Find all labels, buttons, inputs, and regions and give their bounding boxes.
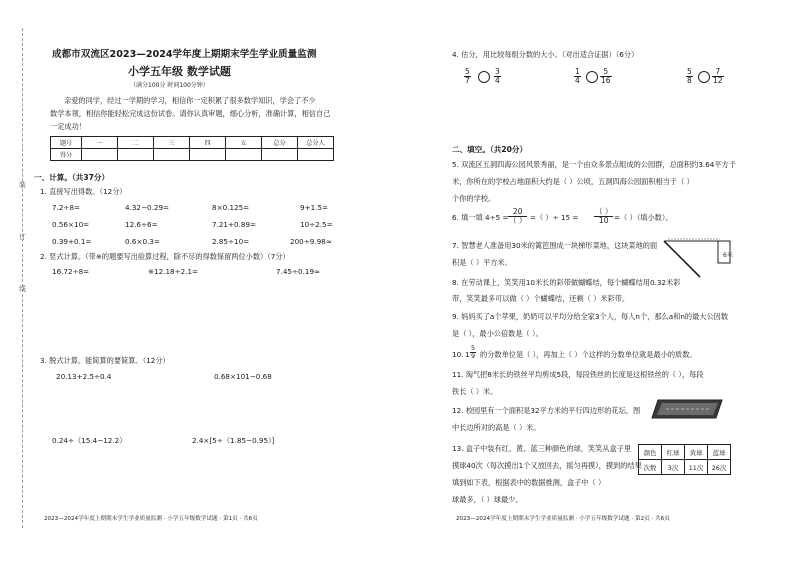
question-title: 1. 直接写出得数。（12分）: [40, 187, 127, 196]
question-title: 3. 脱式计算。能简算的要简算。（12分）: [40, 356, 170, 365]
fraction: $\frac{5}{16}$: [601, 67, 611, 85]
fraction: $\frac{5}{7}$: [465, 67, 470, 85]
exam-title: 成都市双流区2023—2024学年度上期期末学生学业质量监测: [52, 49, 317, 60]
question-line: 13. 盒子中装有红、黄、蓝三种颜色的球，笑笑从盒子里: [452, 444, 632, 453]
question-line: 球最多，（ ）球最少。: [452, 495, 523, 504]
question-line: 6. 填一填 4÷5 =: [452, 213, 509, 222]
compare-circle[interactable]: [478, 71, 490, 83]
trapezoid-garden-figure: [660, 237, 740, 283]
compare-circle[interactable]: [586, 71, 598, 83]
question-line: 7. 智慧老人准备用30米的篱笆围成一块梯形菜地，这块菜地的面: [452, 241, 658, 250]
question-line: =（ ）÷ 15 =: [530, 213, 579, 222]
score-input-cell[interactable]: [190, 149, 226, 161]
section-heading: 一、计算。（共37分）: [34, 173, 110, 182]
table-cell: 3次: [662, 460, 685, 475]
question-line: 填到如下表，根据表中的数据推测，盒子中（ ）: [452, 478, 606, 487]
question-line: 9. 妈妈买了a个苹果，奶奶可以平均分给全家3个人，每人n个，那么a和n的最大公因数: [452, 312, 729, 321]
score-cell: 三: [154, 137, 190, 149]
fraction: 20 （ ）: [509, 207, 527, 225]
score-input-cell[interactable]: [298, 149, 334, 161]
score-cell: 总分: [262, 137, 298, 149]
gutter-mark: 订: [19, 233, 26, 241]
exam-meta: （满分100分 时间100分钟）: [130, 82, 209, 89]
arith-item: 10÷2.5=: [300, 220, 333, 229]
table-cell: 红球: [662, 445, 685, 460]
fraction: $\frac{5}{9}$: [471, 344, 476, 360]
fraction: $\frac{1}{4}$: [575, 67, 580, 85]
question-title: 2. 竖式计算。（带※的题要写出验算过程，除不尽的得数保留两位小数）（7分）: [40, 252, 290, 261]
question-line: 8. 在劳动课上，笑笑用10米长的彩带做蝴蝶结，每个蝴蝶结用0.32米彩: [452, 278, 681, 287]
table-cell: 11次: [685, 460, 708, 475]
table-cell: 颜色: [639, 445, 662, 460]
fraction: $\frac{3}{4}$: [495, 67, 500, 85]
score-cell: 得分: [51, 149, 82, 161]
question-line: 带，笑笑最多可以做（ ）个蝴蝶结，还剩（ ）米彩带。: [452, 294, 630, 303]
binding-gutter-line: [22, 28, 24, 528]
arith-item: 2.85÷10=: [212, 237, 250, 246]
mixed-number-int: 1: [465, 350, 470, 359]
mixed-calc-item: 0.68×101−0.68: [214, 372, 272, 381]
score-input-cell[interactable]: [154, 149, 190, 161]
question-line: 的分数单位是（ ），再加上（ ）个这样的分数单位就是最小的质数。: [480, 350, 697, 359]
question-line: 5. 双流区五洞四海公园风景秀丽，是一个由众多景点组成的公园群，总面积约3.64平方千: [452, 160, 736, 169]
fraction: $\frac{5}{8}$: [687, 67, 692, 85]
score-cell: 总分人: [298, 137, 334, 149]
arith-item: 4.32−0.29=: [125, 203, 170, 212]
table-cell: 蓝球: [708, 445, 731, 460]
score-cell: 四: [190, 137, 226, 149]
question-line: 是（ ），最小公倍数是（ ）。: [452, 329, 543, 338]
question-line: 个你的学校。: [452, 194, 496, 203]
vertical-calc-item: 7.45÷0.19≈: [276, 267, 321, 276]
question-line: 摸球40次（每次摸出1个又放回去，摇匀再摸），摸到的结果: [452, 461, 642, 470]
intro-line: 数学本领，相信你能轻松完成这份试卷。请你认真审题，细心分析，准确计算，相信自己: [50, 109, 331, 118]
score-cell: 二: [118, 137, 154, 149]
score-cell: 一: [82, 137, 118, 149]
mixed-calc-item: 20.13+2.5÷0.4: [56, 372, 112, 381]
page-footer: 2023—2024学年度上期期末学生学业质量监测 · 小学五年级数学试题 · 第2页 · 共6页: [456, 516, 670, 522]
intro-line: 亲爱的同学，经过一学期的学习，相信你一定积累了很多数学知识，学会了不少: [64, 96, 316, 105]
arith-item: 7.21+0.89=: [212, 220, 257, 229]
arith-item: 7.2÷8=: [52, 203, 81, 212]
score-cell: 五: [226, 137, 262, 149]
score-cell: 题号: [51, 137, 82, 149]
score-input-cell[interactable]: [82, 149, 118, 161]
dimension-label: 6米: [723, 252, 733, 259]
question-number: 10.: [452, 350, 464, 359]
table-cell: 次数: [639, 460, 662, 475]
ball-results-table: [638, 444, 731, 475]
score-input-cell[interactable]: [226, 149, 262, 161]
question-line: 12. 校园里有一个面积是32平方米的平行四边形的花坛，图: [452, 406, 641, 415]
vertical-calc-item: ※12.18÷2.1=: [148, 267, 199, 276]
question-line: 米，你所在的学校占地面积大约是（ ）公顷，五洞四海公园面积相当于（ ）: [452, 177, 694, 186]
page-footer: 2023—2024学年度上期期末学生学业质量监测 · 小学五年级数学试题 · 第1页 · 共6页: [44, 516, 258, 522]
exam-subtitle: 小学五年级 数学试题: [128, 65, 231, 78]
mixed-calc-item: 2.4×[5÷（1.85−0.95）]: [192, 436, 275, 445]
arith-item: 0.56×10=: [52, 220, 90, 229]
vertical-calc-item: 16.72÷8=: [52, 267, 90, 276]
arith-item: 8×0.125=: [212, 203, 250, 212]
fraction: （ ） 10: [595, 207, 613, 225]
section-heading: 二、填空。（共20分）: [452, 145, 528, 154]
question-line: 铁长（ ）米。: [452, 387, 498, 396]
table-row: [639, 445, 731, 460]
arith-item: 0.39+0.1=: [52, 237, 92, 246]
arith-item: 0.6×0.3=: [125, 237, 160, 246]
question-line: =（ ）（填小数）。: [614, 213, 673, 222]
score-table-header-row: [51, 137, 334, 149]
fraction: $\frac{7}{12}$: [713, 67, 723, 85]
mixed-calc-item: 0.24÷（15.4−12.2）: [52, 436, 127, 445]
gutter-mark: 装: [19, 181, 26, 189]
arith-item: 200÷9.98≈: [290, 237, 332, 246]
arith-item: 12.6÷6=: [125, 220, 158, 229]
question-title: 4. 估分，用比较每组分数的大小。（对出适合证据）（6分）: [452, 50, 639, 59]
score-input-cell[interactable]: [262, 149, 298, 161]
parallelogram-flowerbed-figure: [650, 398, 724, 420]
question-line: 积是（ ）平方米。: [452, 258, 512, 267]
score-input-cell[interactable]: [118, 149, 154, 161]
table-cell: 26次: [708, 460, 731, 475]
gutter-mark: 线: [19, 285, 26, 293]
table-cell: 黄球: [685, 445, 708, 460]
score-table: [50, 136, 334, 161]
question-line: 11. 淘气把8米长的铁丝平均剪成5段，每段铁丝的长度是这根铁丝的（ ），每段: [452, 370, 704, 379]
compare-circle[interactable]: [698, 71, 710, 83]
question-line: 中长边所对的高是（ ）米。: [452, 423, 541, 432]
intro-line: 一定成功！: [50, 122, 86, 131]
score-table-score-row: [51, 149, 334, 161]
table-row: [639, 460, 731, 475]
arith-item: 9+1.5=: [300, 203, 329, 212]
